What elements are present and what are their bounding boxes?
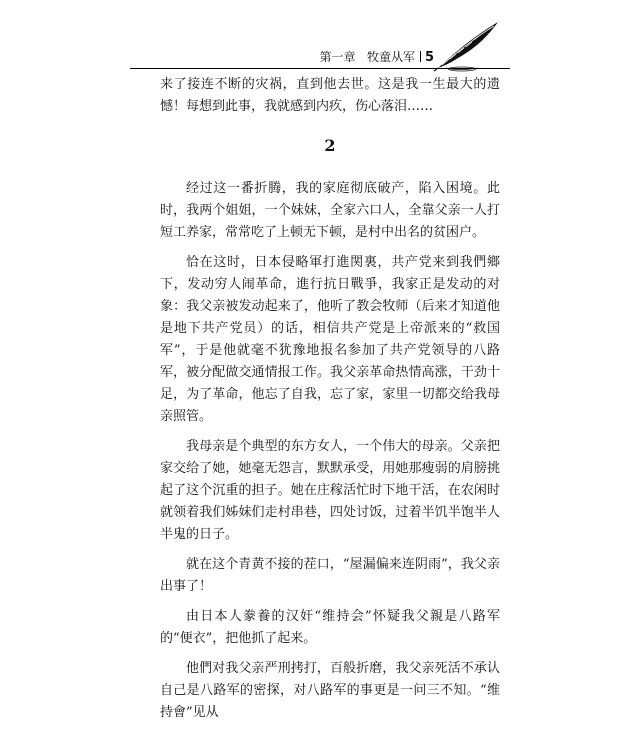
header-rule [130,68,510,69]
intro-paragraph: 来了接连不断的灾祸，直到他去世。这是我一生最大的遗憾！每想到此事，我就感到内疚，伤心落泪…… [160,77,500,114]
paragraph-4: 就在这个青黄不接的茬口，“屋漏偏来连阴雨”，我父亲出事了！ [160,557,500,594]
paragraph-6: 他們对我父亲严刑拷打，百般折磨，我父亲死活不承认自己是八路军的密探，对八路军的事更是一问三不知。“维持會”见从 [160,661,500,720]
running-header [130,0,510,72]
header-text [319,50,434,65]
paragraph-1: 经过这一番折腾，我的家庭彻底破产，陷入困境。此时，我两个姐姐，一个妹妹，全家六口人，全靠父亲一人打短工养家，常常吃了上顿无下顿，是村中出名的贫困户。 [160,181,500,240]
paragraph-3: 我母亲是个典型的东方女人，一个伟大的母亲。父亲把家交给了她，她毫无怨言，默默承受，用她那瘦弱的肩膀挑起了这个沉重的担子。她在庄稼活忙时下地干活，在农闲时就领着我们姊妹们走村串巷，四处讨饭，过着半饥半饱半人半鬼的日子。 [160,439,500,542]
chapter-label: 第一章 [319,50,356,64]
page-number: 5 [424,50,434,65]
section-number: 2 [324,136,336,155]
chapter-title: 牧童从军 [366,50,415,64]
paragraph-2: 恰在这时，日本侵略軍打進関裏，共产党来到我們鄉下，发动穷人闹革命，進行抗日戰爭，我家正是发动的对象：我父亲被发动起来了，他听了教会牧师（后来才知道他是地下共产党员）的话，相信共产党是上帝派来的“救国军”，于是他就毫不犹豫地报名参加了共产党领导的八路军，被分配做交通情报工作。我父亲革命热情高涨，干劲十足，为了革命，他忘了自我，忘了家，家里一切都交给我母亲照管。 [160,255,500,424]
body-text [160,74,500,732]
paragraph-5: 由日本人豢養的汉奸“维持会”怀疑我父親是八路军的“便衣”，把他抓了起来。 [160,609,500,646]
quill-pen-icon [432,18,502,72]
header-separator [420,51,421,62]
